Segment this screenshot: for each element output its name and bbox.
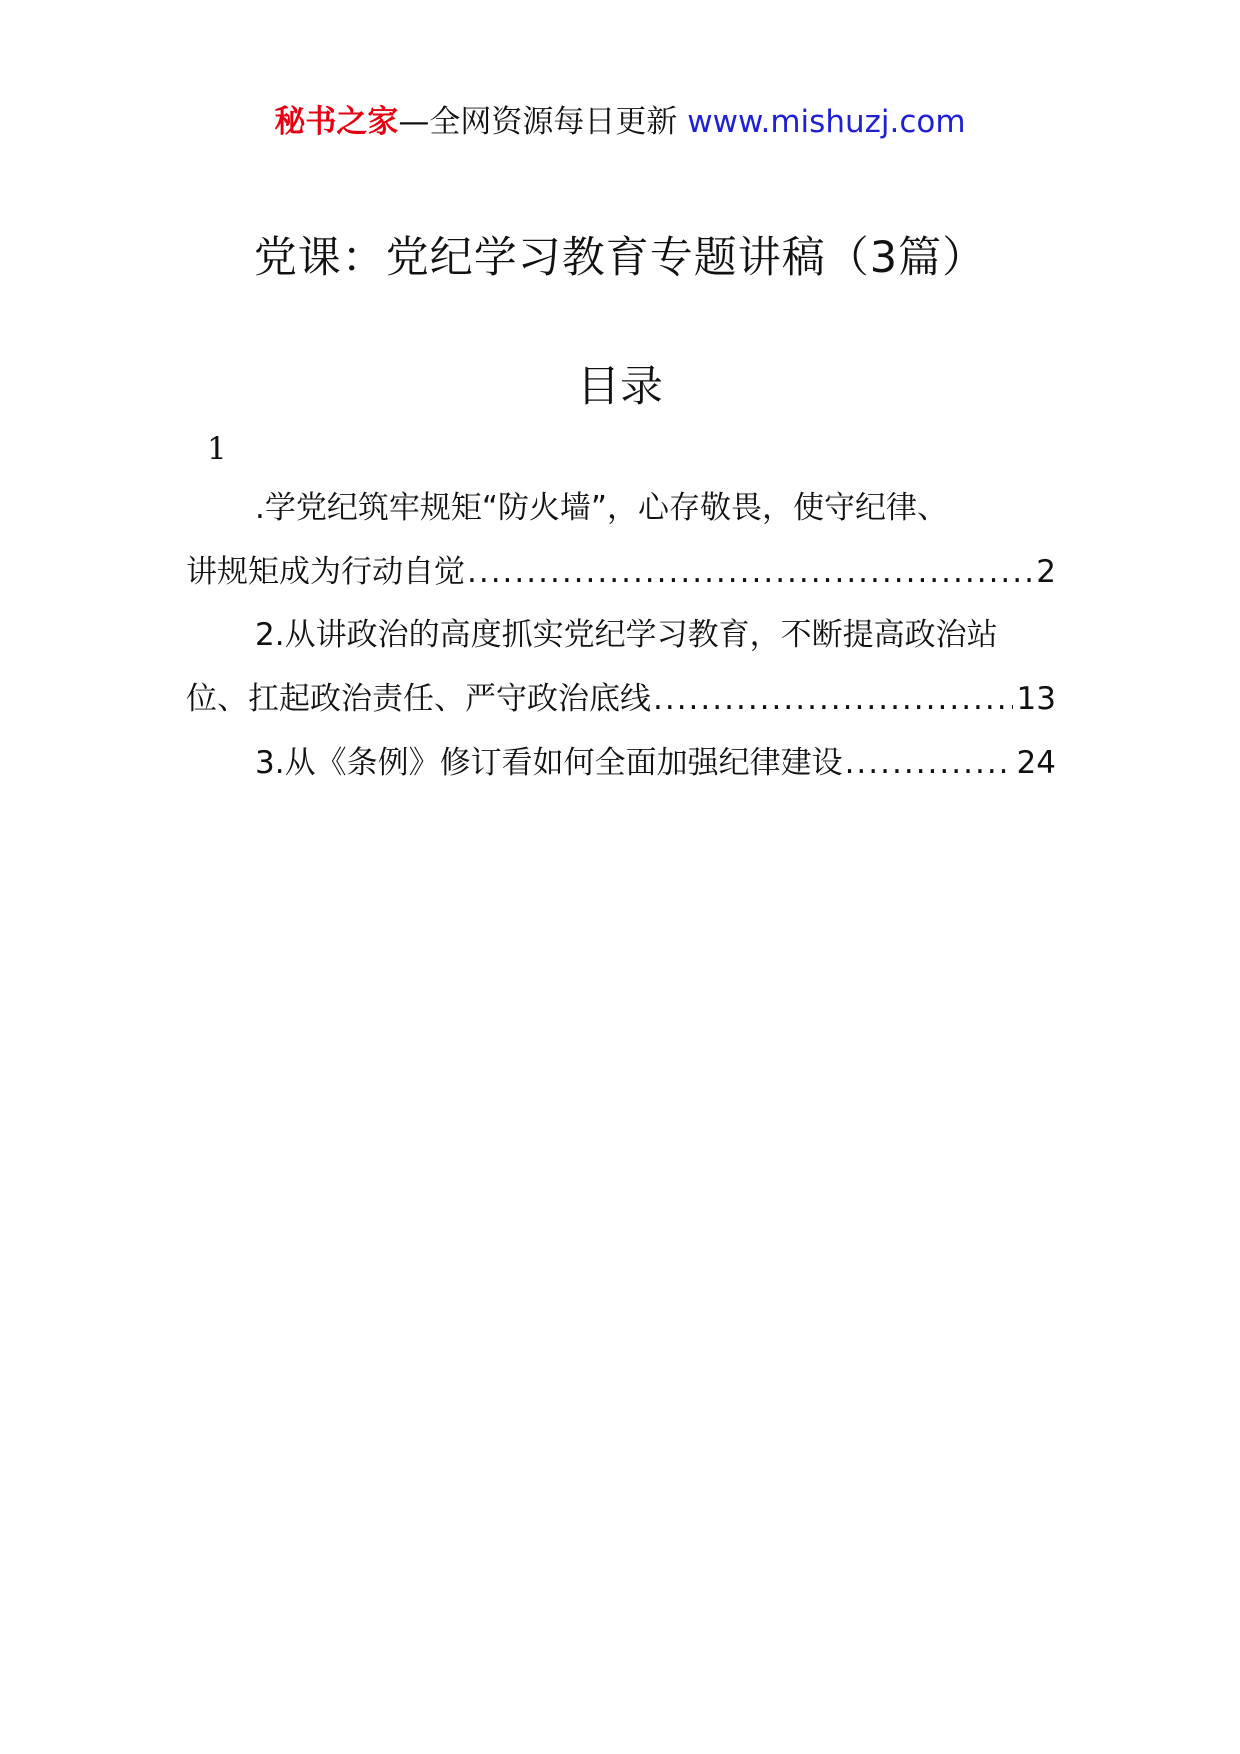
toc-entry-2-row[interactable] — [186, 676, 1056, 722]
toc-heading: 目录 — [577, 362, 663, 412]
header-banner — [0, 100, 1240, 144]
toc-entry-1-page: 2 — [1036, 554, 1056, 590]
banner-tagline: —全网资源每日更新 — [398, 104, 678, 140]
toc-entry-3-line1: 3.从《条例》修订看如何全面加强纪律建设 — [255, 745, 843, 781]
dot-leader — [653, 676, 1013, 722]
toc-entry-1-line2: 讲规矩成为行动自觉 — [186, 554, 465, 590]
website-link[interactable]: www.mishuzj.com — [687, 104, 966, 140]
document-title: 党课：党纪学习教育专题讲稿（3篇） — [253, 233, 987, 283]
toc-entry-1-line1[interactable]: .学党纪筑牢规矩“防火墙”，心存敬畏，使守纪律、 — [255, 490, 948, 526]
toc-entry-2-page: 13 — [1016, 681, 1056, 717]
toc-entry-2-line1[interactable]: 2.从讲政治的高度抓实党纪学习教育，不断提高政治站 — [255, 617, 998, 653]
dot-leader — [845, 740, 1013, 786]
toc-entry-1-row[interactable] — [186, 549, 1056, 595]
toc-entry-1-number: 1 — [207, 431, 227, 467]
toc-entry-3-page: 24 — [1016, 745, 1056, 781]
toc-entry-3-row[interactable] — [255, 740, 1056, 786]
dot-leader — [467, 549, 1032, 595]
toc-entry-2-line2: 位、扛起政治责任、严守政治底线 — [186, 681, 651, 717]
brand-name: 秘书之家 — [274, 104, 399, 140]
